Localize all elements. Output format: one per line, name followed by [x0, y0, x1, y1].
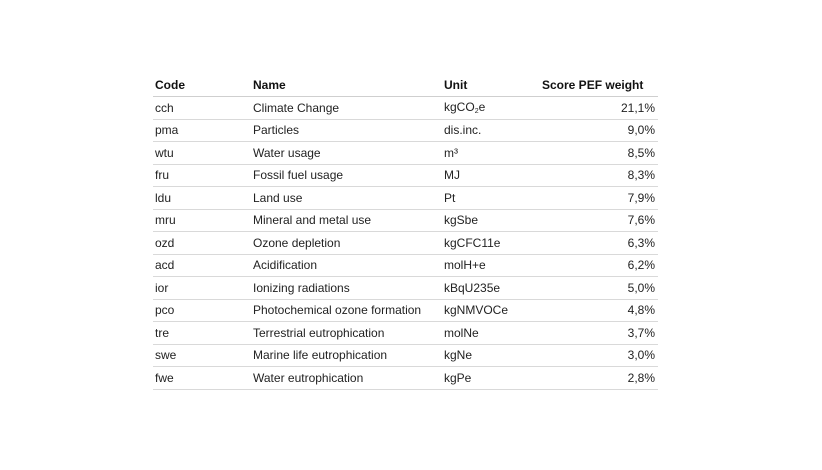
- header-name: Name: [251, 74, 442, 97]
- table-row: [153, 209, 658, 232]
- cell-score: 5,0%: [540, 277, 658, 300]
- cell-code: ior: [153, 277, 251, 300]
- cell-score: 9,0%: [540, 119, 658, 142]
- cell-code: wtu: [153, 142, 251, 165]
- cell-unit: molNe: [442, 322, 540, 345]
- cell-unit: MJ: [442, 164, 540, 187]
- cell-name: Particles: [251, 119, 442, 142]
- unit-suffix: e: [478, 100, 486, 115]
- unit-subscript: 2: [474, 108, 479, 116]
- cell-score: 8,5%: [540, 142, 658, 165]
- cell-name: Land use: [251, 187, 442, 210]
- cell-unit: kgPe: [442, 367, 540, 390]
- cell-unit: [442, 97, 540, 120]
- cell-unit: kgNe: [442, 344, 540, 367]
- cell-name: Water eutrophication: [251, 367, 442, 390]
- impact-categories-table-container: [153, 74, 658, 390]
- impact-categories-table: [153, 74, 658, 390]
- cell-code: mru: [153, 209, 251, 232]
- cell-score: 21,1%: [540, 97, 658, 120]
- table-row: [153, 277, 658, 300]
- cell-score: 6,2%: [540, 254, 658, 277]
- cell-unit: kgNMVOCe: [442, 299, 540, 322]
- cell-name: Ozone depletion: [251, 232, 442, 255]
- cell-score: 7,9%: [540, 187, 658, 210]
- cell-unit: kgSbe: [442, 209, 540, 232]
- cell-name: Fossil fuel usage: [251, 164, 442, 187]
- cell-score: 6,3%: [540, 232, 658, 255]
- cell-name: Photochemical ozone formation: [251, 299, 442, 322]
- cell-unit: kgCFC11e: [442, 232, 540, 255]
- cell-unit: dis.inc.: [442, 119, 540, 142]
- cell-name: Marine life eutrophication: [251, 344, 442, 367]
- cell-name: Climate Change: [251, 97, 442, 120]
- header-unit: Unit: [442, 74, 540, 97]
- cell-score: 2,8%: [540, 367, 658, 390]
- cell-score: 3,0%: [540, 344, 658, 367]
- cell-code: ldu: [153, 187, 251, 210]
- cell-code: pma: [153, 119, 251, 142]
- cell-code: fwe: [153, 367, 251, 390]
- cell-unit: m³: [442, 142, 540, 165]
- cell-score: 8,3%: [540, 164, 658, 187]
- table-row: [153, 322, 658, 345]
- cell-code: swe: [153, 344, 251, 367]
- cell-name: Mineral and metal use: [251, 209, 442, 232]
- cell-name: Acidification: [251, 254, 442, 277]
- table-row: [153, 367, 658, 390]
- table-row: [153, 187, 658, 210]
- header-score: Score PEF weight: [540, 74, 658, 97]
- cell-score: 7,6%: [540, 209, 658, 232]
- header-code: Code: [153, 74, 251, 97]
- cell-unit: Pt: [442, 187, 540, 210]
- cell-code: pco: [153, 299, 251, 322]
- cell-code: ozd: [153, 232, 251, 255]
- table-header-row: [153, 74, 658, 97]
- table-row: [153, 97, 658, 120]
- table-body: [153, 97, 658, 390]
- table-row: [153, 232, 658, 255]
- cell-code: cch: [153, 97, 251, 120]
- cell-code: fru: [153, 164, 251, 187]
- table-row: [153, 119, 658, 142]
- table-row: [153, 299, 658, 322]
- cell-unit: molH+e: [442, 254, 540, 277]
- table-row: [153, 344, 658, 367]
- cell-code: tre: [153, 322, 251, 345]
- cell-name: Water usage: [251, 142, 442, 165]
- cell-unit: kBqU235e: [442, 277, 540, 300]
- table-row: [153, 254, 658, 277]
- cell-score: 4,8%: [540, 299, 658, 322]
- cell-name: Terrestrial eutrophication: [251, 322, 442, 345]
- unit-base: kgCO: [444, 100, 475, 115]
- cell-name: Ionizing radiations: [251, 277, 442, 300]
- cell-code: acd: [153, 254, 251, 277]
- table-row: [153, 142, 658, 165]
- cell-score: 3,7%: [540, 322, 658, 345]
- table-row: [153, 164, 658, 187]
